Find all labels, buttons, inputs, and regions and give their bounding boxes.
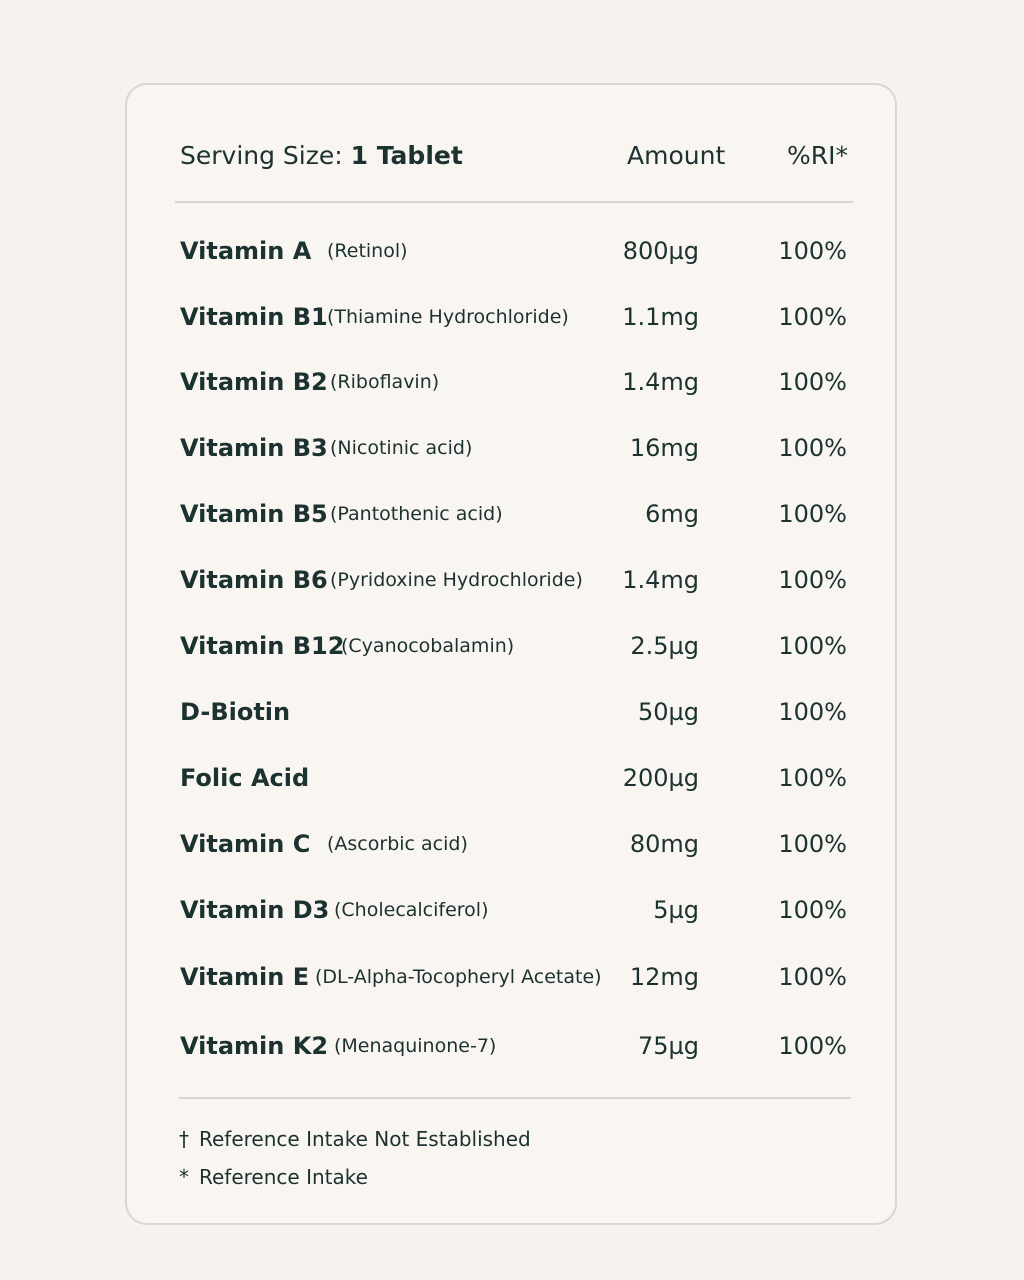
nutrient-source: (Riboflavin) bbox=[330, 371, 440, 393]
nutrient-row bbox=[127, 626, 895, 666]
nutrient-ri-percent: 100% bbox=[778, 368, 847, 396]
nutrient-name: Vitamin D3 bbox=[180, 896, 330, 924]
nutrient-source: (Pantothenic acid) bbox=[330, 503, 503, 525]
nutrient-ri-percent: 100% bbox=[778, 566, 847, 594]
serving-size-value: 1 Tablet bbox=[350, 141, 463, 170]
footnote-text: Reference Intake Not Established bbox=[199, 1127, 531, 1151]
nutrient-amount: 2.5µg bbox=[630, 632, 699, 660]
nutrient-name: Vitamin B1 bbox=[180, 303, 328, 331]
nutrient-amount: 6mg bbox=[645, 500, 699, 528]
nutrient-name: Vitamin K2 bbox=[180, 1032, 329, 1060]
nutrient-name: Vitamin B5 bbox=[180, 500, 328, 528]
nutrient-name: Vitamin B6 bbox=[180, 566, 328, 594]
nutrient-amount: 50µg bbox=[637, 698, 699, 726]
ri-column-header: %RI* bbox=[787, 141, 848, 170]
nutrient-row bbox=[127, 692, 895, 732]
nutrient-row bbox=[127, 890, 895, 930]
nutrient-ri-percent: 100% bbox=[778, 1032, 847, 1060]
footnote-mark: * bbox=[179, 1165, 189, 1189]
nutrient-ri-percent: 100% bbox=[778, 764, 847, 792]
nutrient-ri-percent: 100% bbox=[778, 896, 847, 924]
nutrient-source: (Cyanocobalamin) bbox=[341, 635, 515, 657]
nutrient-amount: 12mg bbox=[629, 963, 699, 991]
nutrient-name: Vitamin B3 bbox=[180, 434, 328, 462]
footnote-text: Reference Intake bbox=[199, 1165, 368, 1189]
nutrient-row bbox=[127, 758, 895, 798]
nutrient-row bbox=[127, 428, 895, 468]
nutrient-name: Vitamin B12 bbox=[180, 632, 345, 660]
nutrient-ri-percent: 100% bbox=[778, 434, 847, 462]
header-divider bbox=[175, 201, 853, 203]
nutrient-ri-percent: 100% bbox=[778, 963, 847, 991]
nutrient-source: (DL-Alpha-Tocopheryl Acetate) bbox=[315, 966, 602, 988]
nutrient-name: Folic Acid bbox=[180, 764, 310, 792]
nutrient-source: (Menaquinone-7) bbox=[334, 1035, 497, 1057]
nutrient-row bbox=[127, 494, 895, 534]
supplement-facts-card bbox=[125, 83, 897, 1225]
table-header bbox=[127, 85, 895, 225]
nutrient-source: (Pyridoxine Hydrochloride) bbox=[330, 569, 583, 591]
footnote-dagger bbox=[179, 1125, 531, 1153]
nutrient-amount: 1.1mg bbox=[622, 303, 699, 331]
nutrient-name: Vitamin E bbox=[180, 963, 310, 991]
nutrient-ri-percent: 100% bbox=[778, 698, 847, 726]
nutrient-name: Vitamin B2 bbox=[180, 368, 328, 396]
nutrient-ri-percent: 100% bbox=[778, 500, 847, 528]
nutrient-row bbox=[127, 297, 895, 337]
nutrient-row bbox=[127, 957, 895, 997]
nutrient-source: (Ascorbic acid) bbox=[327, 833, 468, 855]
nutrient-amount: 200µg bbox=[622, 764, 699, 792]
nutrient-row bbox=[127, 231, 895, 271]
nutrient-source: (Thiamine Hydrochloride) bbox=[327, 306, 569, 328]
nutrient-amount: 75µg bbox=[637, 1032, 699, 1060]
nutrient-row bbox=[127, 1026, 895, 1066]
nutrient-ri-percent: 100% bbox=[778, 237, 847, 265]
nutrient-row bbox=[127, 824, 895, 864]
nutrient-amount: 16mg bbox=[629, 434, 699, 462]
nutrient-source: (Cholecalciferol) bbox=[334, 899, 489, 921]
nutrient-name: Vitamin A bbox=[180, 237, 312, 265]
footnote-asterisk bbox=[179, 1163, 368, 1191]
serving-size bbox=[180, 140, 463, 172]
footnote-mark: † bbox=[179, 1127, 189, 1151]
nutrient-amount: 1.4mg bbox=[622, 566, 699, 594]
footer-divider bbox=[179, 1097, 851, 1099]
nutrient-row bbox=[127, 560, 895, 600]
amount-column-header: Amount bbox=[627, 141, 726, 170]
nutrient-amount: 5µg bbox=[653, 896, 699, 924]
nutrient-name: D-Biotin bbox=[180, 698, 291, 726]
nutrient-amount: 800µg bbox=[622, 237, 699, 265]
nutrient-source: (Nicotinic acid) bbox=[330, 437, 473, 459]
nutrient-ri-percent: 100% bbox=[778, 303, 847, 331]
nutrient-amount: 80mg bbox=[629, 830, 699, 858]
nutrient-name: Vitamin C bbox=[180, 830, 311, 858]
nutrient-row bbox=[127, 362, 895, 402]
nutrient-amount: 1.4mg bbox=[622, 368, 699, 396]
nutrient-source: (Retinol) bbox=[327, 240, 408, 262]
nutrient-ri-percent: 100% bbox=[778, 830, 847, 858]
serving-size-label: Serving Size: bbox=[180, 141, 351, 170]
nutrient-ri-percent: 100% bbox=[778, 632, 847, 660]
